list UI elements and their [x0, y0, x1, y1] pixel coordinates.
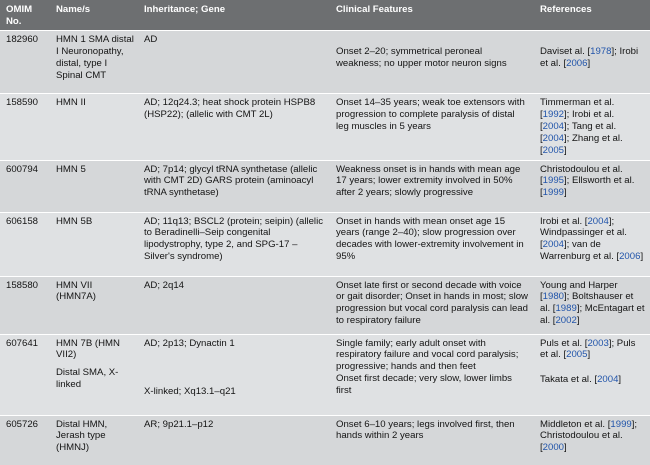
- reference-year-link[interactable]: 1995: [542, 175, 565, 187]
- omim-cell: 158590: [0, 94, 50, 161]
- inheritance-cell: [138, 334, 330, 415]
- header-references: References: [534, 0, 650, 31]
- reference-text: ]: [564, 144, 567, 156]
- reference-text: ]: [564, 442, 567, 454]
- references-cell: [534, 276, 650, 334]
- sub-clinical-text: Onset first decade; very slow, lower limbs first: [336, 373, 512, 397]
- reference-text: Irobi et al. [: [540, 215, 588, 227]
- reference-year-link[interactable]: 2004: [542, 132, 565, 144]
- reference-text: ]; Irobi et al. [: [540, 46, 639, 69]
- reference-year-link[interactable]: 1999: [610, 418, 632, 430]
- clinical-cell: Onset in hands with mean onset age 15 years (range 2–40); slow progression over decades with lower-extremity involvement in 95%: [330, 212, 534, 276]
- omim-cell: 606158: [0, 212, 50, 276]
- name-cell: HMN VII (HMN7A): [50, 276, 138, 334]
- reference-text: Takata et al. [: [540, 374, 598, 386]
- table-row: [0, 94, 650, 161]
- name-cell: Distal HMN, Jerash type (HMNJ): [50, 415, 138, 465]
- reference-year-link[interactable]: 1980: [542, 291, 565, 303]
- references-cell: [534, 334, 650, 415]
- table-row: [0, 31, 650, 94]
- reference-text: ]; Christodoulou et al. [: [540, 418, 638, 454]
- inheritance-text: AD; 2p13; Dynactin 1: [144, 337, 235, 349]
- clinical-cell: Onset 2–20; symmetrical peroneal weakness; no upper motor neuron signs: [330, 31, 534, 94]
- reference-text: Daviset al. [: [540, 46, 591, 57]
- table-row: [0, 160, 650, 212]
- reference-text: ]: [576, 315, 580, 327]
- reference-text: ]; Zhang et al. [: [540, 132, 623, 156]
- header-name: Name/s: [50, 0, 138, 31]
- reference-text: ]: [564, 187, 567, 199]
- reference-year-link[interactable]: 2000: [542, 442, 565, 454]
- reference-year-link[interactable]: 1978: [590, 46, 612, 57]
- references-cell: [534, 94, 650, 161]
- name-cell: HMN II: [50, 94, 138, 161]
- reference-year-link[interactable]: 1992: [542, 108, 565, 120]
- reference-year-link[interactable]: 2005: [542, 144, 565, 156]
- reference-text: ]: [587, 57, 591, 69]
- inheritance-cell: AD; 11q13; BSCL2 (protein; seipin) (allelic to Beradinelli–Seip congenital lipodystrophy, type 2, and SPG-17 – Silver's syndrome): [138, 212, 330, 276]
- inheritance-cell: AD; 7p14; glycyl tRNA synthetase (allelic with CMT 2D) GARS protein (aminoacyl tRNA synthetase): [138, 160, 330, 212]
- clinical-text: Single family; early adult onset with respiratory failure and vocal cord paralysis; progressive; hands and then feet: [336, 337, 519, 373]
- reference-text: ]; van de Warrenburg et al. [: [540, 239, 620, 263]
- references-text: [540, 338, 635, 361]
- reference-text: Middleton et al. [: [540, 418, 611, 430]
- name-text: HMN 7B (HMN VII2): [56, 337, 120, 361]
- omim-cell: 605726: [0, 415, 50, 465]
- reference-text: Young and Harper [: [540, 279, 618, 303]
- reference-text: ]; McEntagart et al. [: [540, 303, 645, 327]
- clinical-cell: Onset 14–35 years; weak toe extensors with progression to complete paralysis of distal leg muscles in 5 years: [330, 94, 534, 161]
- references-cell: [534, 212, 650, 276]
- reference-year-link[interactable]: 2002: [555, 315, 577, 327]
- reference-year-link[interactable]: 2003: [587, 337, 609, 349]
- header-inheritance: Inheritance; Gene: [138, 0, 330, 31]
- references-cell: [534, 415, 650, 465]
- sub-name-text: Distal SMA, X-linked: [56, 367, 119, 391]
- reference-text: ]: [640, 251, 644, 263]
- omim-cell: 607641: [0, 334, 50, 415]
- references-cell: [534, 31, 650, 94]
- clinical-cell: Onset late first or second decade with voice or gait disorder; Onset in hands in most; slow progression but vocal cord paralysis can lead to respiratory failure: [330, 276, 534, 334]
- reference-text: Timmerman et al. [: [540, 97, 615, 120]
- header-omim: OMIM No.: [0, 0, 50, 31]
- sub-references-text: [540, 374, 621, 385]
- table-row: [0, 334, 650, 415]
- clinical-cell: Onset 6–10 years; legs involved first, then hands within 2 years: [330, 415, 534, 465]
- reference-text: ]; Ellsworth et al. [: [540, 175, 635, 199]
- header-clinical: Clinical Features: [330, 0, 534, 31]
- table-row: [0, 276, 650, 334]
- inheritance-cell: AD: [138, 31, 330, 94]
- table-row: [0, 212, 650, 276]
- clinical-cell: [330, 334, 534, 415]
- reference-text: ]; Puls et al. [: [540, 337, 636, 361]
- reference-year-link[interactable]: 2004: [597, 374, 619, 386]
- name-cell: HMN 5: [50, 160, 138, 212]
- reference-text: Puls et al. [: [540, 337, 588, 349]
- reference-year-link[interactable]: 2006: [566, 57, 588, 69]
- sub-inheritance-text: X-linked; Xq13.1–q21: [144, 386, 236, 398]
- references-cell: [534, 160, 650, 212]
- reference-text: ]; Tang et al. [: [540, 120, 617, 144]
- reference-year-link[interactable]: 2006: [619, 251, 641, 263]
- reference-text: ]: [587, 349, 591, 361]
- reference-text: ]: [618, 374, 622, 386]
- name-cell: HMN 5B: [50, 212, 138, 276]
- reference-text: ]; Boltshauser et al. [: [540, 291, 634, 315]
- reference-text: Christodoulou et al. [: [540, 163, 623, 187]
- inheritance-cell: AD; 2q14: [138, 276, 330, 334]
- clinical-cell: Weakness onset is in hands with mean age 17 years; lower extremity involved in 50% after 2 years; slowly progressive: [330, 160, 534, 212]
- omim-cell: 158580: [0, 276, 50, 334]
- reference-year-link[interactable]: 2004: [542, 120, 565, 132]
- reference-year-link[interactable]: 2004: [587, 215, 609, 227]
- reference-year-link[interactable]: 2005: [566, 349, 588, 361]
- reference-text: ]; Irobi et al. [: [540, 108, 615, 132]
- name-cell: HMN 1 SMA distal I Neuronopathy, distal, type I Spinal CMT: [50, 31, 138, 94]
- omim-cell: 182960: [0, 31, 50, 94]
- omim-cell: 600794: [0, 160, 50, 212]
- table-row: [0, 415, 650, 465]
- header-row: [0, 0, 650, 31]
- name-cell: [50, 334, 138, 415]
- inheritance-cell: AR; 9p21.1–p12: [138, 415, 330, 465]
- reference-year-link[interactable]: 1989: [555, 303, 577, 315]
- reference-year-link[interactable]: 2004: [542, 239, 565, 251]
- inheritance-cell: AD; 12q24.3; heat shock protein HSPB8 (HSP22); (allelic with CMT 2L): [138, 94, 330, 161]
- reference-text: ]; Windpassinger et al. [: [540, 215, 627, 251]
- reference-year-link[interactable]: 1999: [542, 187, 565, 199]
